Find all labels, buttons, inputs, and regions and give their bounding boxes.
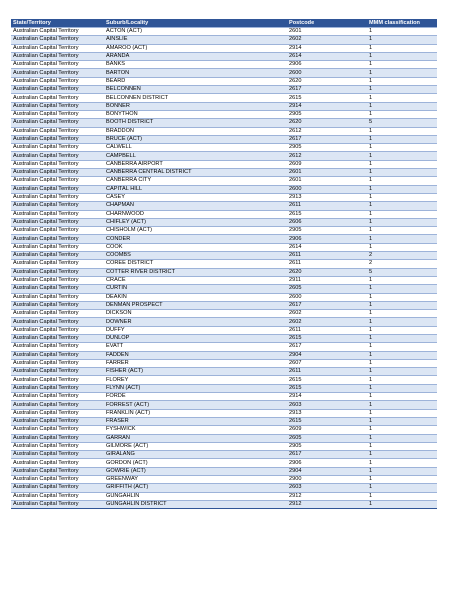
mmm-cell: 1 xyxy=(367,110,437,118)
mmm-cell: 1 xyxy=(367,193,437,201)
column-header-postcode: Postcode xyxy=(287,19,367,28)
suburb-cell: CAPITAL HILL xyxy=(104,185,287,193)
suburb-cell: AMAROO (ACT) xyxy=(104,44,287,52)
mmm-cell: 1 xyxy=(367,426,437,434)
table-row xyxy=(11,301,437,309)
table-row xyxy=(11,467,437,475)
table-row xyxy=(11,492,437,500)
mmm-cell: 1 xyxy=(367,343,437,351)
table-row xyxy=(11,434,437,442)
suburb-cell: FRANKLIN (ACT) xyxy=(104,409,287,417)
suburb-cell: EVATT xyxy=(104,343,287,351)
mmm-cell: 1 xyxy=(367,318,437,326)
table-row xyxy=(11,77,437,85)
postcode-cell: 2612 xyxy=(287,152,367,160)
state-cell: Australian Capital Territory xyxy=(11,467,104,475)
suburb-cell: FARRER xyxy=(104,359,287,367)
state-cell: Australian Capital Territory xyxy=(11,44,104,52)
suburb-cell: CALWELL xyxy=(104,144,287,152)
suburb-cell: CONDER xyxy=(104,235,287,243)
state-cell: Australian Capital Territory xyxy=(11,202,104,210)
table-row xyxy=(11,351,437,359)
mmm-cell: 1 xyxy=(367,243,437,251)
postcode-cell: 2615 xyxy=(287,384,367,392)
table-row xyxy=(11,442,437,450)
postcode-cell: 2906 xyxy=(287,235,367,243)
state-cell: Australian Capital Territory xyxy=(11,334,104,342)
mmm-cell: 1 xyxy=(367,401,437,409)
table-row xyxy=(11,28,437,36)
suburb-cell: CASEY xyxy=(104,193,287,201)
state-cell: Australian Capital Territory xyxy=(11,484,104,492)
mmm-cell: 1 xyxy=(367,28,437,36)
postcode-cell: 2603 xyxy=(287,401,367,409)
suburb-cell: GRIFFITH (ACT) xyxy=(104,484,287,492)
postcode-cell: 2611 xyxy=(287,260,367,268)
table-row xyxy=(11,61,437,69)
suburb-cell: CHAPMAN xyxy=(104,202,287,210)
postcode-cell: 2900 xyxy=(287,476,367,484)
table-row xyxy=(11,160,437,168)
mmm-cell: 1 xyxy=(367,77,437,85)
state-cell: Australian Capital Territory xyxy=(11,227,104,235)
mmm-cell: 1 xyxy=(367,169,437,177)
state-cell: Australian Capital Territory xyxy=(11,110,104,118)
suburb-cell: BANKS xyxy=(104,61,287,69)
state-cell: Australian Capital Territory xyxy=(11,52,104,60)
mmm-cell: 1 xyxy=(367,409,437,417)
table-header xyxy=(11,19,437,28)
state-cell: Australian Capital Territory xyxy=(11,500,104,508)
suburb-cell: CHIFLEY (ACT) xyxy=(104,218,287,226)
mmm-cell: 1 xyxy=(367,127,437,135)
table-row xyxy=(11,285,437,293)
postcode-cell: 2905 xyxy=(287,110,367,118)
state-cell: Australian Capital Territory xyxy=(11,77,104,85)
state-cell: Australian Capital Territory xyxy=(11,243,104,251)
mmm-cell: 1 xyxy=(367,393,437,401)
state-cell: Australian Capital Territory xyxy=(11,276,104,284)
suburb-cell: FORREST (ACT) xyxy=(104,401,287,409)
locality-table xyxy=(11,19,437,509)
mmm-cell: 1 xyxy=(367,69,437,77)
mmm-cell: 1 xyxy=(367,301,437,309)
suburb-cell: CURTIN xyxy=(104,285,287,293)
mmm-cell: 1 xyxy=(367,227,437,235)
state-cell: Australian Capital Territory xyxy=(11,193,104,201)
postcode-cell: 2601 xyxy=(287,28,367,36)
table-row xyxy=(11,459,437,467)
mmm-cell: 1 xyxy=(367,177,437,185)
mmm-cell: 1 xyxy=(367,218,437,226)
table-row xyxy=(11,252,437,260)
state-cell: Australian Capital Territory xyxy=(11,218,104,226)
postcode-cell: 2914 xyxy=(287,44,367,52)
postcode-cell: 2617 xyxy=(287,343,367,351)
suburb-cell: FLOREY xyxy=(104,376,287,384)
table-row xyxy=(11,243,437,251)
table-row xyxy=(11,36,437,44)
mmm-cell: 1 xyxy=(367,285,437,293)
suburb-cell: DENMAN PROSPECT xyxy=(104,301,287,309)
state-cell: Australian Capital Territory xyxy=(11,459,104,467)
state-cell: Australian Capital Territory xyxy=(11,235,104,243)
mmm-cell: 1 xyxy=(367,417,437,425)
suburb-cell: CANBERRA CENTRAL DISTRICT xyxy=(104,169,287,177)
mmm-cell: 1 xyxy=(367,484,437,492)
table-body xyxy=(11,28,437,509)
mmm-cell: 1 xyxy=(367,459,437,467)
state-cell: Australian Capital Territory xyxy=(11,434,104,442)
postcode-cell: 2600 xyxy=(287,69,367,77)
postcode-cell: 2614 xyxy=(287,243,367,251)
table-row xyxy=(11,86,437,94)
state-cell: Australian Capital Territory xyxy=(11,119,104,127)
mmm-cell: 1 xyxy=(367,442,437,450)
postcode-cell: 2615 xyxy=(287,417,367,425)
suburb-cell: BELCONNEN DISTRICT xyxy=(104,94,287,102)
state-cell: Australian Capital Territory xyxy=(11,268,104,276)
state-cell: Australian Capital Territory xyxy=(11,185,104,193)
state-cell: Australian Capital Territory xyxy=(11,351,104,359)
state-cell: Australian Capital Territory xyxy=(11,359,104,367)
postcode-cell: 2906 xyxy=(287,459,367,467)
suburb-cell: COREE DISTRICT xyxy=(104,260,287,268)
suburb-cell: COOMBS xyxy=(104,252,287,260)
table-row xyxy=(11,210,437,218)
column-header-state: State/Territory xyxy=(11,19,104,28)
mmm-cell: 1 xyxy=(367,160,437,168)
table-row xyxy=(11,393,437,401)
state-cell: Australian Capital Territory xyxy=(11,160,104,168)
postcode-cell: 2617 xyxy=(287,451,367,459)
table-row xyxy=(11,384,437,392)
postcode-cell: 2620 xyxy=(287,77,367,85)
table-row xyxy=(11,500,437,508)
postcode-cell: 2911 xyxy=(287,276,367,284)
mmm-cell: 1 xyxy=(367,467,437,475)
mmm-cell: 1 xyxy=(367,152,437,160)
state-cell: Australian Capital Territory xyxy=(11,69,104,77)
table-row xyxy=(11,227,437,235)
table-row xyxy=(11,235,437,243)
postcode-cell: 2905 xyxy=(287,144,367,152)
postcode-cell: 2913 xyxy=(287,409,367,417)
postcode-cell: 2617 xyxy=(287,86,367,94)
table-row xyxy=(11,484,437,492)
mmm-cell: 1 xyxy=(367,326,437,334)
suburb-cell: CRACE xyxy=(104,276,287,284)
suburb-cell: BELCONNEN xyxy=(104,86,287,94)
state-cell: Australian Capital Territory xyxy=(11,260,104,268)
postcode-cell: 2612 xyxy=(287,127,367,135)
state-cell: Australian Capital Territory xyxy=(11,384,104,392)
table-row xyxy=(11,334,437,342)
postcode-cell: 2617 xyxy=(287,135,367,143)
table-row xyxy=(11,52,437,60)
state-cell: Australian Capital Territory xyxy=(11,301,104,309)
suburb-cell: FRASER xyxy=(104,417,287,425)
mmm-cell: 1 xyxy=(367,210,437,218)
state-cell: Australian Capital Territory xyxy=(11,343,104,351)
mmm-cell: 1 xyxy=(367,368,437,376)
table-row xyxy=(11,44,437,52)
postcode-cell: 2611 xyxy=(287,326,367,334)
mmm-cell: 1 xyxy=(367,102,437,110)
table-row xyxy=(11,476,437,484)
table-row xyxy=(11,152,437,160)
table-row xyxy=(11,318,437,326)
postcode-cell: 2605 xyxy=(287,434,367,442)
state-cell: Australian Capital Territory xyxy=(11,102,104,110)
mmm-cell: 1 xyxy=(367,94,437,102)
table-row xyxy=(11,359,437,367)
postcode-cell: 2615 xyxy=(287,94,367,102)
suburb-cell: ACTON (ACT) xyxy=(104,28,287,36)
suburb-cell: BONYTHON xyxy=(104,110,287,118)
table-row xyxy=(11,218,437,226)
state-cell: Australian Capital Territory xyxy=(11,310,104,318)
state-cell: Australian Capital Territory xyxy=(11,86,104,94)
mmm-cell: 1 xyxy=(367,276,437,284)
table-row xyxy=(11,293,437,301)
mmm-cell: 2 xyxy=(367,260,437,268)
state-cell: Australian Capital Territory xyxy=(11,417,104,425)
table-row xyxy=(11,185,437,193)
mmm-cell: 5 xyxy=(367,119,437,127)
table-row xyxy=(11,119,437,127)
postcode-cell: 2912 xyxy=(287,492,367,500)
state-cell: Australian Capital Territory xyxy=(11,326,104,334)
postcode-cell: 2615 xyxy=(287,376,367,384)
state-cell: Australian Capital Territory xyxy=(11,401,104,409)
suburb-cell: CHARNWOOD xyxy=(104,210,287,218)
table-row xyxy=(11,177,437,185)
state-cell: Australian Capital Territory xyxy=(11,94,104,102)
postcode-cell: 2611 xyxy=(287,368,367,376)
mmm-cell: 1 xyxy=(367,310,437,318)
table-row xyxy=(11,69,437,77)
table-row xyxy=(11,376,437,384)
state-cell: Australian Capital Territory xyxy=(11,36,104,44)
table-row xyxy=(11,260,437,268)
state-cell: Australian Capital Territory xyxy=(11,169,104,177)
postcode-cell: 2914 xyxy=(287,393,367,401)
postcode-cell: 2605 xyxy=(287,285,367,293)
suburb-cell: GOWRIE (ACT) xyxy=(104,467,287,475)
state-cell: Australian Capital Territory xyxy=(11,293,104,301)
state-cell: Australian Capital Territory xyxy=(11,476,104,484)
postcode-cell: 2602 xyxy=(287,36,367,44)
postcode-cell: 2615 xyxy=(287,334,367,342)
postcode-cell: 2606 xyxy=(287,218,367,226)
suburb-cell: BOOTH DISTRICT xyxy=(104,119,287,127)
mmm-cell: 1 xyxy=(367,61,437,69)
suburb-cell: GILMORE (ACT) xyxy=(104,442,287,450)
table-row xyxy=(11,276,437,284)
table-row xyxy=(11,202,437,210)
mmm-cell: 1 xyxy=(367,334,437,342)
postcode-cell: 2904 xyxy=(287,351,367,359)
table-row xyxy=(11,310,437,318)
mmm-cell: 1 xyxy=(367,500,437,508)
postcode-cell: 2603 xyxy=(287,484,367,492)
suburb-cell: AINSLIE xyxy=(104,36,287,44)
state-cell: Australian Capital Territory xyxy=(11,409,104,417)
suburb-cell: GIRALANG xyxy=(104,451,287,459)
mmm-cell: 1 xyxy=(367,185,437,193)
suburb-cell: FLYNN (ACT) xyxy=(104,384,287,392)
table-row xyxy=(11,368,437,376)
state-cell: Australian Capital Territory xyxy=(11,285,104,293)
column-header-suburb: Suburb/Locality xyxy=(104,19,287,28)
mmm-cell: 1 xyxy=(367,376,437,384)
state-cell: Australian Capital Territory xyxy=(11,252,104,260)
suburb-cell: DUNLOP xyxy=(104,334,287,342)
postcode-cell: 2600 xyxy=(287,293,367,301)
suburb-cell: BARTON xyxy=(104,69,287,77)
state-cell: Australian Capital Territory xyxy=(11,442,104,450)
postcode-cell: 2912 xyxy=(287,500,367,508)
suburb-cell: BRUCE (ACT) xyxy=(104,135,287,143)
mmm-cell: 1 xyxy=(367,351,437,359)
suburb-cell: GREENWAY xyxy=(104,476,287,484)
postcode-cell: 2602 xyxy=(287,310,367,318)
state-cell: Australian Capital Territory xyxy=(11,144,104,152)
postcode-cell: 2607 xyxy=(287,359,367,367)
state-cell: Australian Capital Territory xyxy=(11,376,104,384)
header-row xyxy=(11,19,437,28)
postcode-cell: 2609 xyxy=(287,160,367,168)
mmm-cell: 5 xyxy=(367,268,437,276)
mmm-cell: 1 xyxy=(367,135,437,143)
mmm-cell: 1 xyxy=(367,476,437,484)
suburb-cell: BONNER xyxy=(104,102,287,110)
table-row xyxy=(11,326,437,334)
table-row xyxy=(11,409,437,417)
mmm-cell: 1 xyxy=(367,52,437,60)
table-row xyxy=(11,94,437,102)
suburb-cell: DEAKIN xyxy=(104,293,287,301)
suburb-cell: GUNGAHLIN DISTRICT xyxy=(104,500,287,508)
suburb-cell: CHISHOLM (ACT) xyxy=(104,227,287,235)
postcode-cell: 2906 xyxy=(287,61,367,69)
mmm-cell: 1 xyxy=(367,492,437,500)
suburb-cell: GUNGAHLIN xyxy=(104,492,287,500)
suburb-cell: FISHER (ACT) xyxy=(104,368,287,376)
table-row xyxy=(11,102,437,110)
state-cell: Australian Capital Territory xyxy=(11,210,104,218)
state-cell: Australian Capital Territory xyxy=(11,318,104,326)
suburb-cell: BRADDON xyxy=(104,127,287,135)
suburb-cell: DUFFY xyxy=(104,326,287,334)
mmm-cell: 1 xyxy=(367,451,437,459)
document-page xyxy=(11,19,437,509)
table-row xyxy=(11,268,437,276)
state-cell: Australian Capital Territory xyxy=(11,127,104,135)
table-row xyxy=(11,401,437,409)
mmm-cell: 1 xyxy=(367,36,437,44)
suburb-cell: CANBERRA CITY xyxy=(104,177,287,185)
suburb-cell: FYSHWICK xyxy=(104,426,287,434)
suburb-cell: BEARD xyxy=(104,77,287,85)
postcode-cell: 2600 xyxy=(287,185,367,193)
mmm-cell: 1 xyxy=(367,293,437,301)
state-cell: Australian Capital Territory xyxy=(11,61,104,69)
table-row xyxy=(11,169,437,177)
suburb-cell: GORDON (ACT) xyxy=(104,459,287,467)
postcode-cell: 2609 xyxy=(287,426,367,434)
mmm-cell: 1 xyxy=(367,44,437,52)
suburb-cell: FORDE xyxy=(104,393,287,401)
postcode-cell: 2611 xyxy=(287,202,367,210)
postcode-cell: 2905 xyxy=(287,227,367,235)
state-cell: Australian Capital Territory xyxy=(11,28,104,36)
state-cell: Australian Capital Territory xyxy=(11,426,104,434)
mmm-cell: 1 xyxy=(367,359,437,367)
suburb-cell: ARANDA xyxy=(104,52,287,60)
state-cell: Australian Capital Territory xyxy=(11,368,104,376)
column-header-mmm: MMM classification xyxy=(367,19,437,28)
suburb-cell: DICKSON xyxy=(104,310,287,318)
state-cell: Australian Capital Territory xyxy=(11,177,104,185)
postcode-cell: 2913 xyxy=(287,193,367,201)
postcode-cell: 2615 xyxy=(287,210,367,218)
postcode-cell: 2601 xyxy=(287,169,367,177)
postcode-cell: 2614 xyxy=(287,52,367,60)
suburb-cell: FADDEN xyxy=(104,351,287,359)
mmm-cell: 1 xyxy=(367,434,437,442)
mmm-cell: 1 xyxy=(367,144,437,152)
state-cell: Australian Capital Territory xyxy=(11,393,104,401)
table-row xyxy=(11,343,437,351)
mmm-cell: 1 xyxy=(367,235,437,243)
table-row xyxy=(11,110,437,118)
state-cell: Australian Capital Territory xyxy=(11,492,104,500)
postcode-cell: 2617 xyxy=(287,301,367,309)
postcode-cell: 2602 xyxy=(287,318,367,326)
mmm-cell: 1 xyxy=(367,86,437,94)
table-row xyxy=(11,193,437,201)
state-cell: Australian Capital Territory xyxy=(11,152,104,160)
state-cell: Australian Capital Territory xyxy=(11,451,104,459)
postcode-cell: 2905 xyxy=(287,442,367,450)
suburb-cell: CAMPBELL xyxy=(104,152,287,160)
mmm-cell: 2 xyxy=(367,252,437,260)
postcode-cell: 2620 xyxy=(287,268,367,276)
mmm-cell: 1 xyxy=(367,202,437,210)
mmm-cell: 1 xyxy=(367,384,437,392)
table-row xyxy=(11,127,437,135)
postcode-cell: 2904 xyxy=(287,467,367,475)
suburb-cell: COTTER RIVER DISTRICT xyxy=(104,268,287,276)
table-row xyxy=(11,426,437,434)
table-row xyxy=(11,135,437,143)
postcode-cell: 2601 xyxy=(287,177,367,185)
suburb-cell: COOK xyxy=(104,243,287,251)
table-row xyxy=(11,417,437,425)
suburb-cell: DOWNER xyxy=(104,318,287,326)
suburb-cell: CANBERRA AIRPORT xyxy=(104,160,287,168)
postcode-cell: 2611 xyxy=(287,252,367,260)
suburb-cell: GARRAN xyxy=(104,434,287,442)
table-row xyxy=(11,451,437,459)
state-cell: Australian Capital Territory xyxy=(11,135,104,143)
postcode-cell: 2914 xyxy=(287,102,367,110)
table-row xyxy=(11,144,437,152)
postcode-cell: 2620 xyxy=(287,119,367,127)
